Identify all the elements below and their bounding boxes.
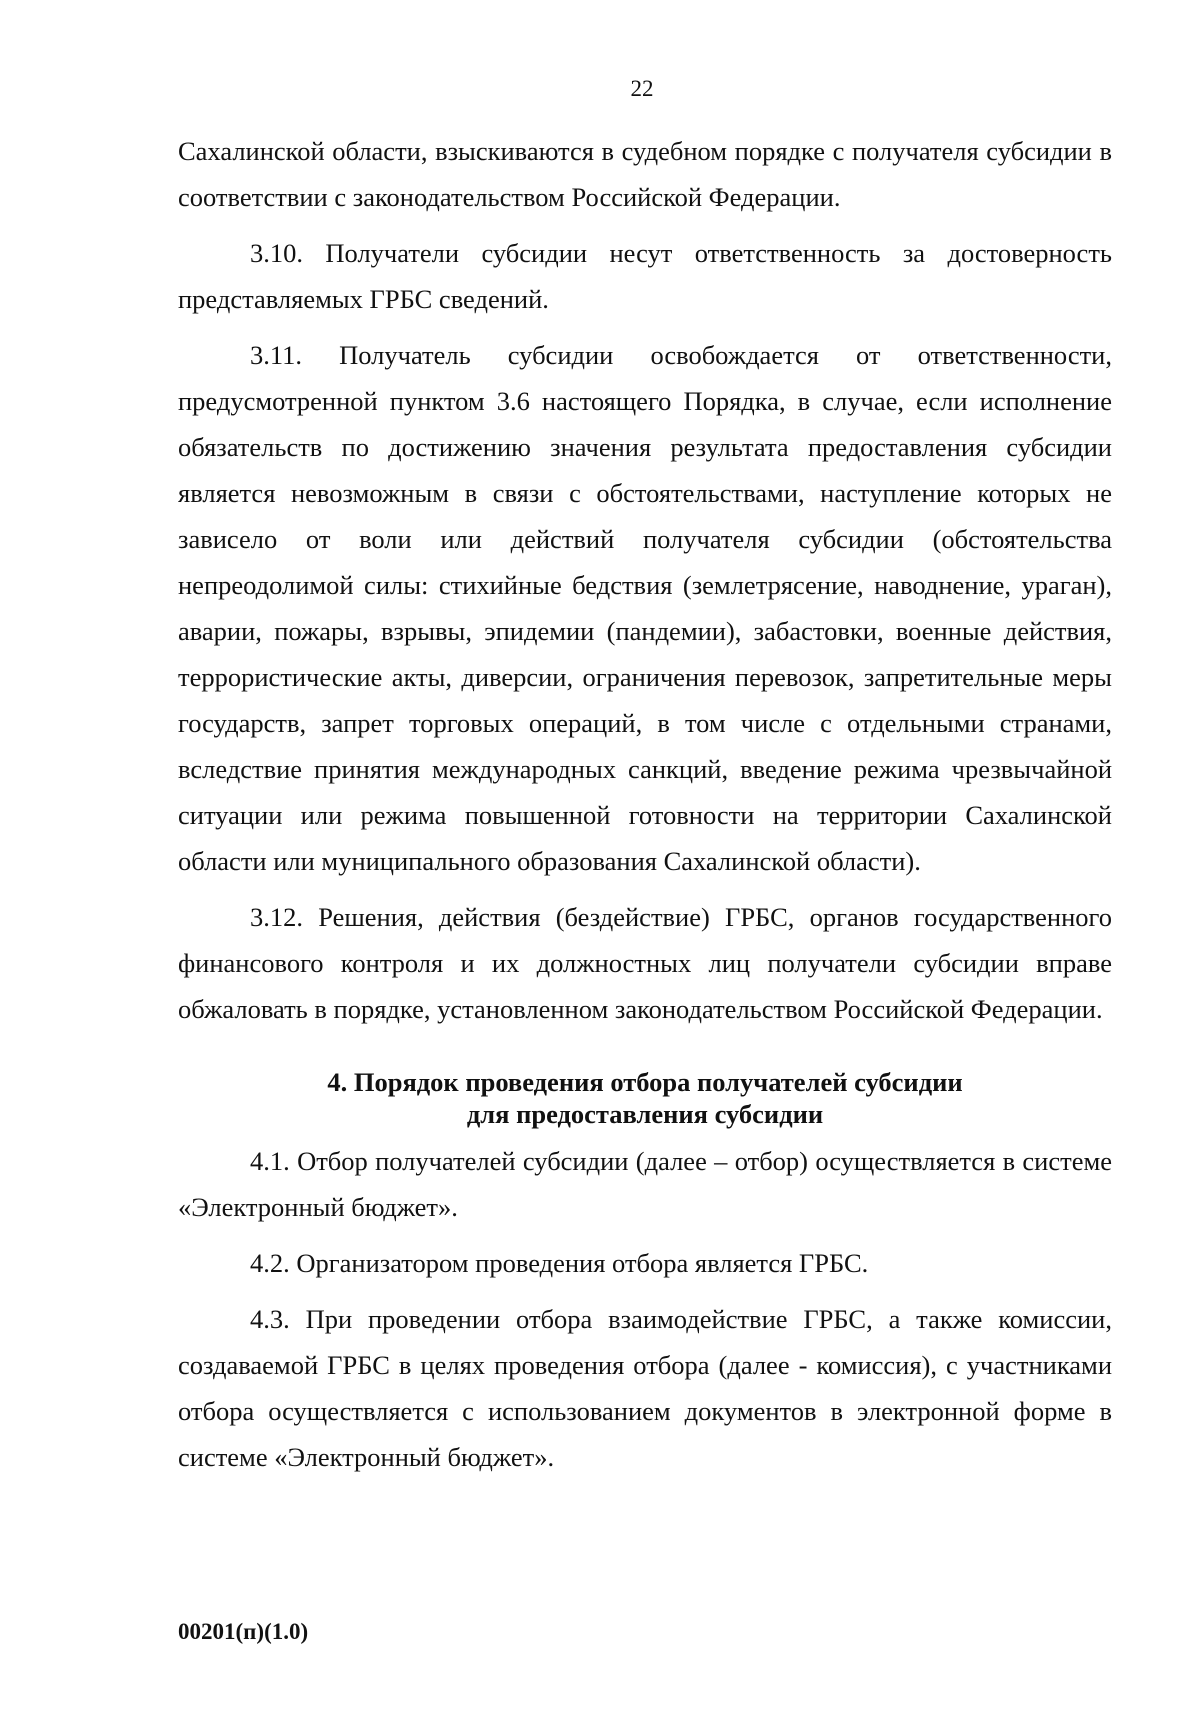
page-number: 22 [630, 76, 654, 101]
paragraph-4-3: 4.3. При проведении отбора взаимодействие ГРБС, а также комиссии, создаваемой ГРБС в целях проведения отбора (далее - комиссия), с участниками отбора осуществляется с использованием документов в электронной форме в системе «Электронный бюджет». [178, 1304, 1112, 1472]
paragraph-3-12: 3.12. Решения, действия (бездействие) ГРБС, органов государственного финансового контроля и их должностных лиц получатели субсидии вправе обжаловать в порядке, установленном законодательством Российской Федерации. [178, 902, 1112, 1024]
paragraph-3-10: 3.10. Получатели субсидии несут ответственность за достоверность представляемых ГРБС сведений. [178, 238, 1112, 314]
paragraph-4-2: 4.2. Организатором проведения отбора является ГРБС. [250, 1248, 869, 1278]
document-body [178, 128, 1112, 1480]
document-code: 00201(п)(1.0) [178, 1619, 309, 1644]
section-heading-line-1: 4. Порядок проведения отбора получателей субсидии [327, 1067, 963, 1097]
section-heading-line-2: для предоставления субсидии [466, 1099, 824, 1129]
paragraph-continuation: Сахалинской области, взыскиваются в судебном порядке с получателя субсидии в соответствии с законодательством Российской Федерации. [178, 136, 1112, 212]
paragraph-4-1: 4.1. Отбор получателей субсидии (далее – отбор) осуществляется в системе «Электронный бюджет». [178, 1146, 1112, 1222]
section-heading [178, 1066, 1112, 1130]
paragraph-3-11: 3.11. Получатель субсидии освобождается от ответственности, предусмотренной пунктом 3.6 настоящего Порядка, в случае, если исполнение обязательств по достижению значения результата предоставления субсидии является невозможным в связи с обстоятельствами, наступление которых не зависело от воли или действий получателя субсидии (обстоятельства непреодолимой силы: стихийные бедствия (землетрясение, наводнение, ураган), аварии, пожары, взрывы, эпидемии (пандемии), забастовки, военные действия, террористические акты, диверсии, ограничения перевозок, запретительные меры государств, запрет торговых операций, в том числе с отдельными странами, вследствие принятия международных санкций, введение режима чрезвычайной ситуации или режима повышенной готовности на территории Сахалинской области или муниципального образования Сахалинской области). [178, 340, 1112, 876]
